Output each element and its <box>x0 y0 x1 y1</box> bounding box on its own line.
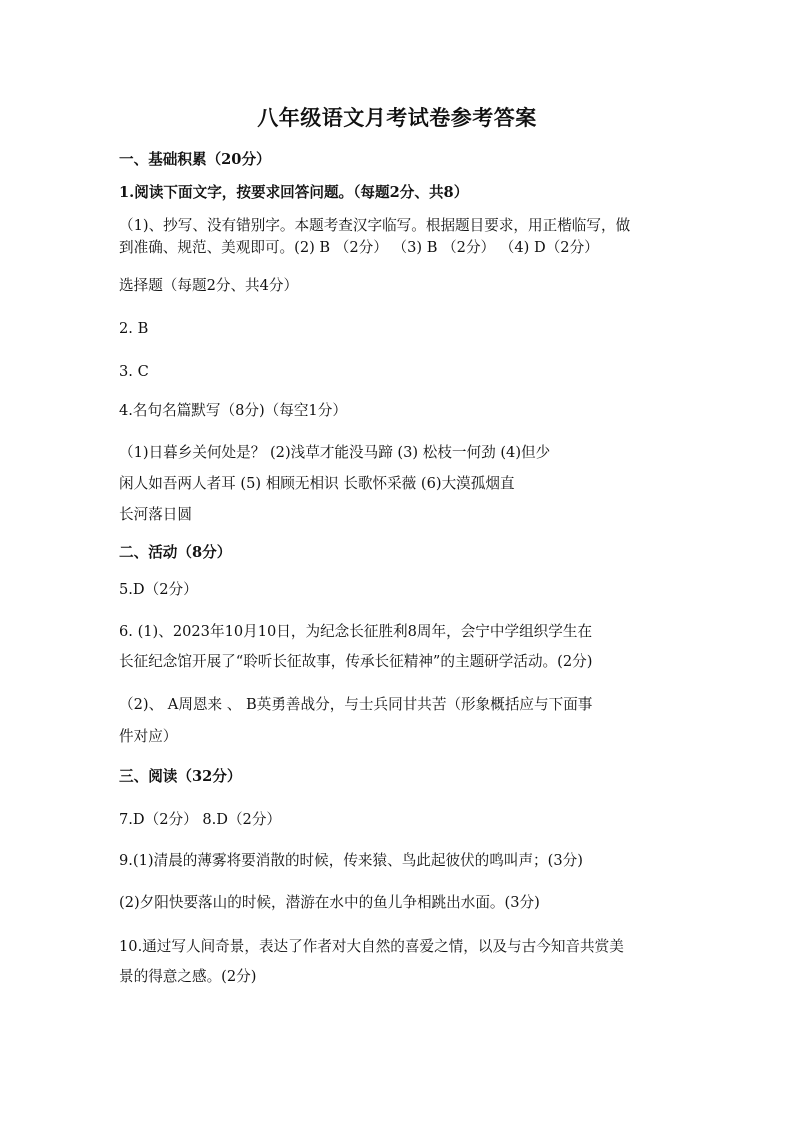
section-heading-basics: 一、基础积累（20分） <box>119 151 271 168</box>
answer-7-8: 7.D（2分） 8.D（2分） <box>119 811 282 828</box>
section-heading-activity: 二、活动（8分） <box>119 544 232 561</box>
answer-4-line-3: 长河落日圆 <box>119 506 192 523</box>
question-1-heading: 1.阅读下面文字，按要求回答问题。（每题2分、共8） <box>119 184 469 201</box>
answer-9-part-1: 9.(1)清晨的薄雾将要消散的时候，传来猿、鸟此起彼伏的鸣叫声；(3分) <box>119 852 583 869</box>
question-4-heading: 4.名句名篇默写（8分)（每空1分） <box>119 402 347 419</box>
answer-10-line-2: 景的得意之感。(2分) <box>119 968 257 985</box>
answer-5: 5.D（2分） <box>119 581 198 598</box>
answer-1-line-2: 到准确、规范、美观即可。(2) B （2分） （3) B （2分） （4) D（2分） <box>119 239 599 256</box>
answer-4-line-2: 闲人如吾两人者耳 (5) 相顾无相识 长歌怀采薇 (6)大漠孤烟直 <box>119 475 515 492</box>
answer-6-part-2-line-2: 件对应） <box>119 728 178 745</box>
answer-2: 2. B <box>119 320 149 337</box>
answer-6-part-2-line-1: （2)、 A周恩来 、 B英勇善战分，与士兵同甘共苦（形象概括应与下面事 <box>119 696 593 713</box>
answer-9-part-2: (2)夕阳快要落山的时候，潜游在水中的鱼儿争相跳出水面。(3分) <box>119 894 540 911</box>
answer-3: 3. C <box>119 363 149 380</box>
answer-1-line-1: （1)、抄写、没有错别字。本题考查汉字临写。根据题目要求，用正楷临写，做 <box>119 217 631 234</box>
choice-questions-heading: 选择题（每题2分、共4分） <box>119 277 299 294</box>
document-title: 八年级语文月考试卷参考答案 <box>257 105 537 130</box>
answer-4-line-1: （1)日暮乡关何处是？ (2)浅草才能没马蹄 (3) 松枝一何劲 (4)但少 <box>119 444 551 461</box>
answer-6-line-1: 6. (1)、2023年10月10日，为纪念长征胜利8周年，会宁中学组织学生在 <box>119 623 593 640</box>
answer-10-line-1: 10.通过写人间奇景，表达了作者对大自然的喜爱之情，以及与古今知音共赏美 <box>119 938 624 955</box>
answer-6-line-2: 长征纪念馆开展了“聆听长征故事，传承长征精神”的主题研学活动。(2分) <box>119 653 593 670</box>
section-heading-reading: 三、阅读（32分） <box>119 768 242 785</box>
